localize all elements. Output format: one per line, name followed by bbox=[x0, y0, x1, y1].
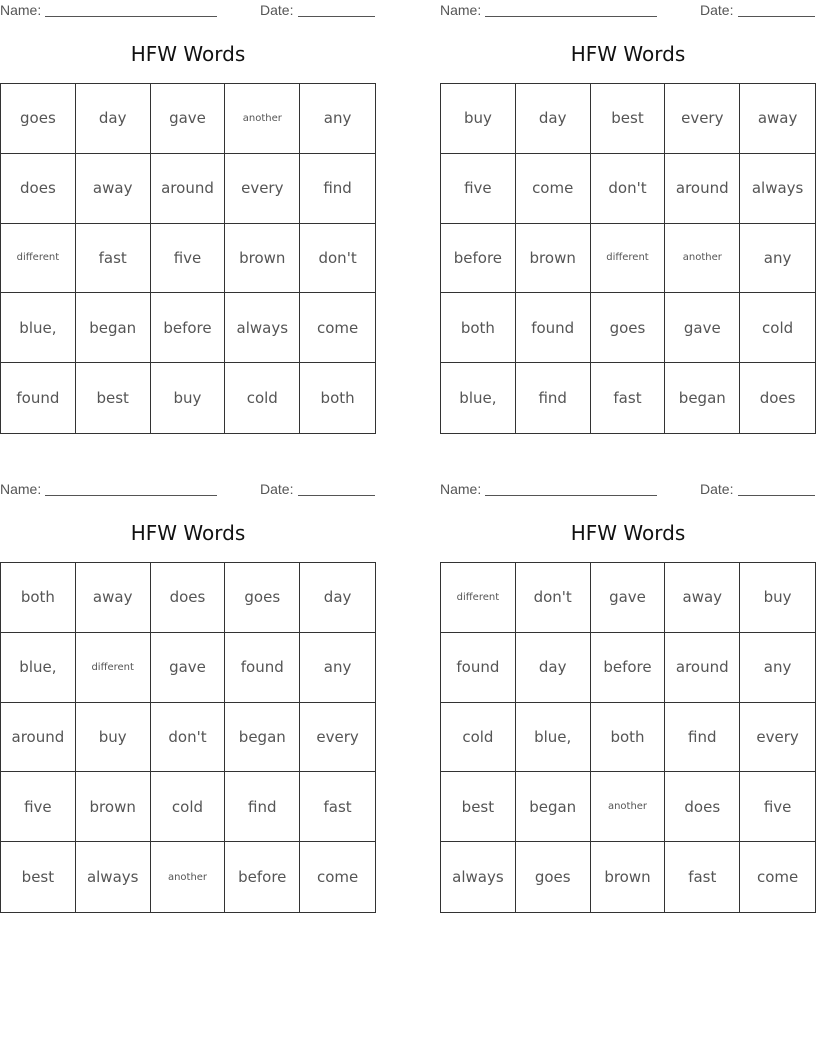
word-cell: five bbox=[740, 772, 815, 842]
word-cell: both bbox=[1, 563, 76, 633]
word-cell: gave bbox=[151, 633, 226, 703]
word-cell: day bbox=[516, 84, 591, 154]
word-cell: different bbox=[1, 224, 76, 294]
card-title: HFW Words bbox=[130, 42, 246, 66]
word-cell: does bbox=[151, 563, 226, 633]
word-cell: cold bbox=[225, 363, 300, 433]
word-cell: another bbox=[665, 224, 740, 294]
word-cell: fast bbox=[591, 363, 666, 433]
date-label: Date: bbox=[260, 2, 294, 18]
date-line bbox=[298, 16, 375, 17]
word-cell: goes bbox=[225, 563, 300, 633]
word-cell: day bbox=[76, 84, 151, 154]
word-cell: away bbox=[76, 563, 151, 633]
word-cell: don't bbox=[516, 563, 591, 633]
word-cell: always bbox=[740, 154, 815, 224]
word-cell: different bbox=[591, 224, 666, 294]
word-cell: buy bbox=[441, 84, 516, 154]
word-cell: any bbox=[740, 633, 815, 703]
word-cell: come bbox=[300, 293, 375, 363]
word-cell: brown bbox=[591, 842, 666, 912]
name-label: Name: bbox=[440, 481, 482, 497]
word-cell: five bbox=[151, 224, 226, 294]
word-cell: buy bbox=[151, 363, 226, 433]
word-cell: every bbox=[300, 703, 375, 773]
word-cell: before bbox=[225, 842, 300, 912]
word-cell: always bbox=[225, 293, 300, 363]
date-line bbox=[738, 495, 815, 496]
word-cell: away bbox=[740, 84, 815, 154]
word-cell: don't bbox=[151, 703, 226, 773]
word-cell: brown bbox=[76, 772, 151, 842]
word-cell: five bbox=[1, 772, 76, 842]
card-title: HFW Words bbox=[570, 42, 686, 66]
name-line bbox=[485, 16, 657, 17]
card-header bbox=[0, 2, 376, 20]
word-cell: day bbox=[516, 633, 591, 703]
word-cell: brown bbox=[225, 224, 300, 294]
word-cell: buy bbox=[740, 563, 815, 633]
word-cell: cold bbox=[740, 293, 815, 363]
word-cell: always bbox=[441, 842, 516, 912]
word-cell: best bbox=[591, 84, 666, 154]
word-cell: always bbox=[76, 842, 151, 912]
word-cell: found bbox=[441, 633, 516, 703]
word-cell: does bbox=[665, 772, 740, 842]
date-line bbox=[738, 16, 815, 17]
word-cell: goes bbox=[516, 842, 591, 912]
word-cell: fast bbox=[665, 842, 740, 912]
word-grid bbox=[0, 83, 376, 434]
name-line bbox=[45, 495, 217, 496]
word-cell: another bbox=[225, 84, 300, 154]
date-label: Date: bbox=[700, 481, 734, 497]
word-cell: found bbox=[516, 293, 591, 363]
name-line bbox=[485, 495, 657, 496]
word-cell: found bbox=[1, 363, 76, 433]
word-cell: blue, bbox=[1, 293, 76, 363]
word-cell: began bbox=[76, 293, 151, 363]
date-label: Date: bbox=[700, 2, 734, 18]
word-cell: any bbox=[300, 633, 375, 703]
word-cell: another bbox=[591, 772, 666, 842]
bingo-card-2 bbox=[440, 0, 816, 440]
word-cell: goes bbox=[1, 84, 76, 154]
word-cell: every bbox=[740, 703, 815, 773]
word-cell: cold bbox=[151, 772, 226, 842]
name-label: Name: bbox=[0, 2, 42, 18]
word-cell: different bbox=[441, 563, 516, 633]
word-cell: brown bbox=[516, 224, 591, 294]
word-cell: come bbox=[756, 868, 799, 887]
word-cell: come bbox=[316, 868, 359, 887]
word-cell: find bbox=[225, 772, 300, 842]
word-cell: goes bbox=[591, 293, 666, 363]
word-cell: around bbox=[665, 154, 740, 224]
word-cell: found bbox=[225, 633, 300, 703]
word-cell: both bbox=[441, 293, 516, 363]
word-cell: gave bbox=[591, 563, 666, 633]
name-line bbox=[45, 16, 217, 17]
word-cell: don't bbox=[591, 154, 666, 224]
bingo-card-4 bbox=[440, 479, 816, 919]
word-cell: around bbox=[151, 154, 226, 224]
card-header bbox=[0, 481, 376, 499]
word-grid bbox=[440, 562, 816, 913]
word-cell: any bbox=[740, 224, 815, 294]
word-cell: does bbox=[759, 389, 796, 408]
date-label: Date: bbox=[260, 481, 294, 497]
word-cell: find bbox=[516, 363, 591, 433]
date-line bbox=[298, 495, 375, 496]
word-grid bbox=[0, 562, 376, 913]
word-cell: cold bbox=[441, 703, 516, 773]
bingo-card-3 bbox=[0, 479, 376, 919]
word-cell: any bbox=[300, 84, 375, 154]
word-cell: five bbox=[441, 154, 516, 224]
word-cell: before bbox=[151, 293, 226, 363]
bingo-card-1 bbox=[0, 0, 376, 440]
word-cell: began bbox=[225, 703, 300, 773]
card-header bbox=[440, 481, 816, 499]
card-header bbox=[440, 2, 816, 20]
word-cell: different bbox=[76, 633, 151, 703]
word-cell: best bbox=[76, 363, 151, 433]
word-cell: buy bbox=[76, 703, 151, 773]
word-cell: blue, bbox=[516, 703, 591, 773]
word-cell: day bbox=[300, 563, 375, 633]
word-cell: best bbox=[1, 842, 76, 912]
word-cell: gave bbox=[151, 84, 226, 154]
word-cell: before bbox=[441, 224, 516, 294]
word-cell: blue, bbox=[441, 363, 516, 433]
word-cell: both bbox=[320, 389, 355, 408]
name-label: Name: bbox=[440, 2, 482, 18]
word-cell: come bbox=[516, 154, 591, 224]
name-label: Name: bbox=[0, 481, 42, 497]
word-grid bbox=[440, 83, 816, 434]
word-cell: before bbox=[591, 633, 666, 703]
word-cell: began bbox=[516, 772, 591, 842]
card-title: HFW Words bbox=[130, 521, 246, 545]
word-cell: every bbox=[665, 84, 740, 154]
word-cell: blue, bbox=[1, 633, 76, 703]
word-cell: fast bbox=[300, 772, 375, 842]
word-cell: away bbox=[665, 563, 740, 633]
word-cell: around bbox=[1, 703, 76, 773]
word-cell: find bbox=[300, 154, 375, 224]
word-cell: away bbox=[76, 154, 151, 224]
word-cell: does bbox=[1, 154, 76, 224]
word-cell: every bbox=[225, 154, 300, 224]
word-cell: best bbox=[441, 772, 516, 842]
word-cell: don't bbox=[300, 224, 375, 294]
word-cell: find bbox=[665, 703, 740, 773]
word-cell: began bbox=[665, 363, 740, 433]
word-cell: fast bbox=[76, 224, 151, 294]
word-cell: around bbox=[665, 633, 740, 703]
word-cell: gave bbox=[665, 293, 740, 363]
word-cell: another bbox=[151, 842, 226, 912]
card-title: HFW Words bbox=[570, 521, 686, 545]
word-cell: both bbox=[591, 703, 666, 773]
